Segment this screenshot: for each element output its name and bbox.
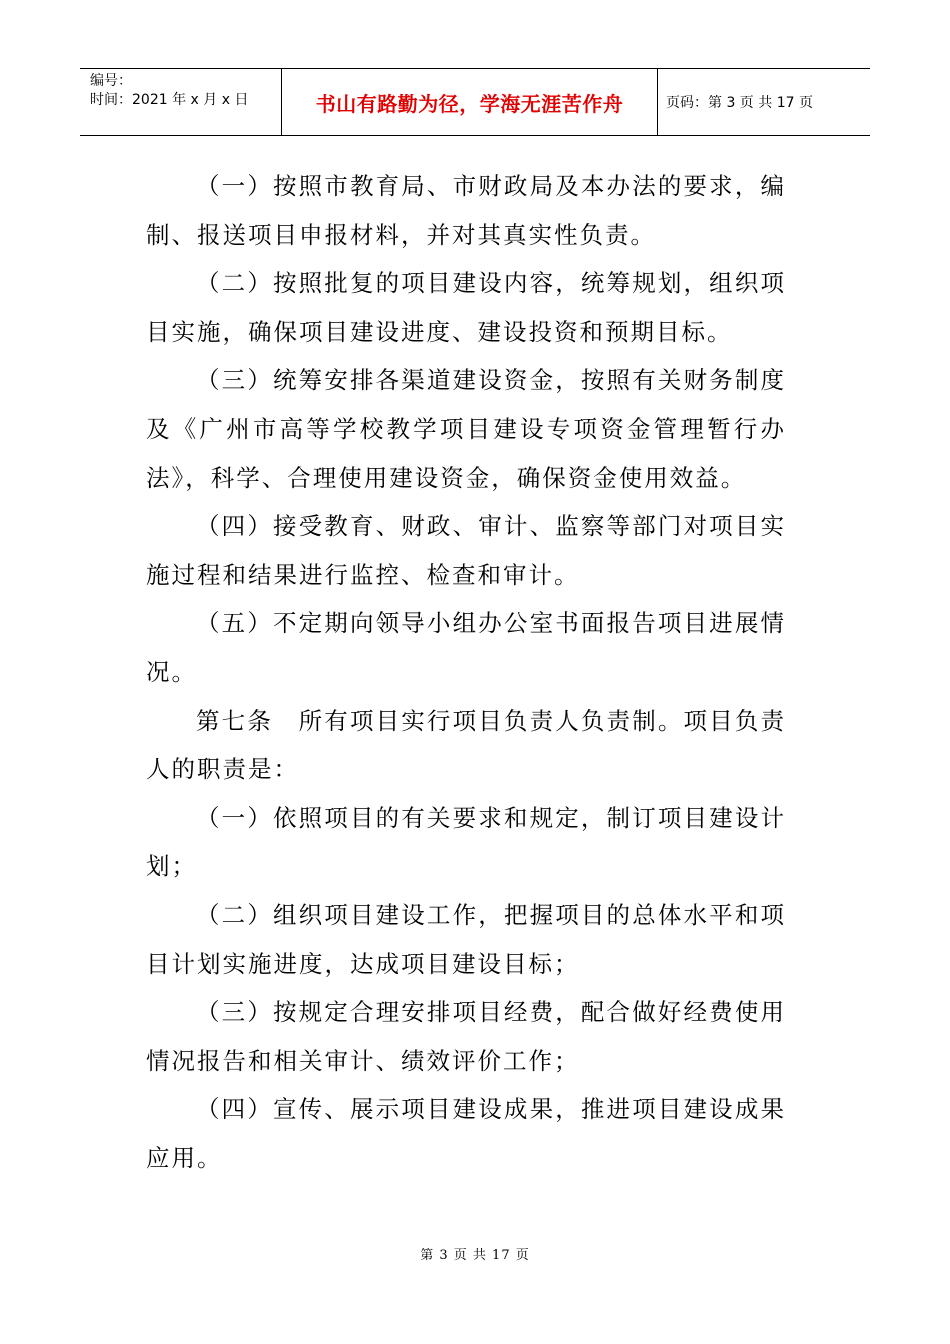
paragraph: 第七条 所有项目实行项目负责人负责制。项目负责人的职责是： <box>146 706 786 784</box>
date-label: 时间：2021 年 x 月 x 日 <box>90 92 249 108</box>
paragraph: （三）统筹安排各渠道建设资金，按照有关财务制度及《广州市高等学校教学项目建设专项资金管理暂行办法》，科学、合理使用建设资金，确保资金使用效益。 <box>146 366 786 492</box>
paragraph: （一）按照市教育局、市财政局及本办法的要求，编制、报送项目申报材料，并对其真实性负责。 <box>146 172 786 249</box>
header-meta <box>80 69 282 135</box>
header-page-info: 页码：第 3 页 共 17 页 <box>666 95 813 111</box>
paragraph: （一）依照项目的有关要求和规定，制订项目建设计划； <box>146 803 786 881</box>
page-footer: 第 3 页 共 17 页 <box>420 1248 530 1263</box>
header-motto: 书山有路勤为径，学海无涯苦作舟 <box>282 69 658 135</box>
number-label: 编号： <box>90 73 132 89</box>
paragraph: （四）接受教育、财政、审计、监察等部门对项目实施过程和结果进行监控、检查和审计。 <box>146 512 786 589</box>
page-header <box>80 68 870 136</box>
paragraph: （二）按照批复的项目建设内容，统筹规划，组织项目实施，确保项目建设进度、建设投资和预期目标。 <box>146 269 786 346</box>
document-body <box>146 162 786 1182</box>
paragraph: （三）按规定合理安排项目经费，配合做好经费使用情况报告和相关审计、绩效评价工作； <box>146 998 786 1075</box>
paragraph: （四）宣传、展示项目建设成果，推进项目建设成果应用。 <box>146 1095 786 1172</box>
paragraph: （二）组织项目建设工作，把握项目的总体水平和项目计划实施进度，达成项目建设目标； <box>146 900 786 978</box>
paragraph: （五）不定期向领导小组办公室书面报告项目进展情况。 <box>146 609 786 686</box>
